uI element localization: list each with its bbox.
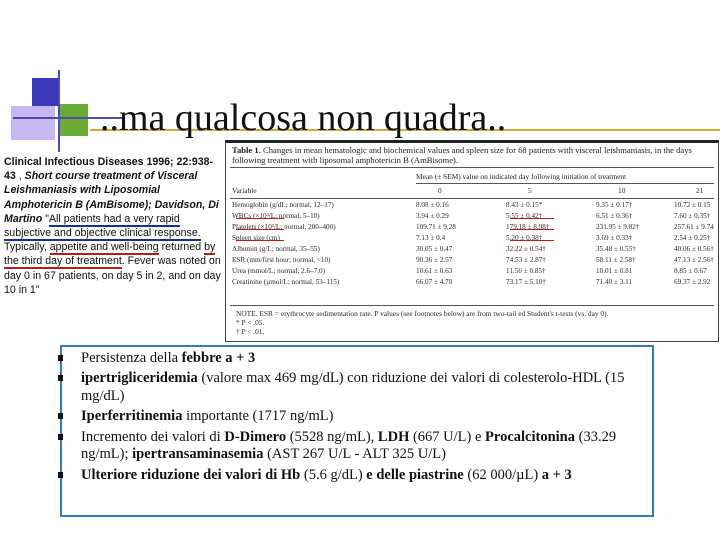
table-cell-value: 179.18 ± 8.98† [506,223,550,231]
table-cell-value: 10.01 ± 0.81 [596,267,633,275]
table-cell-value: 73.17 ± 5.10† [506,278,546,286]
table-cell-value: 8.43 ± 0.15* [506,201,543,209]
table-cell-value: 47.13 ± 2.56† [674,256,714,264]
table-cell-variable: Hemoglobin (g/dL; normal, 12–17) [232,201,334,209]
finding-text-bold: ipertrigliceridemia [81,369,198,386]
table-cell-value: 66.07 ± 4.70 [416,278,453,286]
scanned-table-image [225,140,719,342]
table-rule [230,198,714,199]
finding-item [62,350,652,368]
citation-quote-underlined: appetite and well-being [49,241,159,254]
accent-square-green [60,104,88,136]
bullet-square-icon [58,375,63,381]
table-cell-variable: Spleen size (cm) [232,234,280,242]
table-footnote: † P < .01. [236,327,265,336]
finding-text: (5528 ng/mL), [286,428,378,445]
finding-text: importante (1717 ng/mL) [182,408,334,425]
table-rule [230,167,714,168]
table-cell-value: 69.37 ± 2.92 [674,278,711,286]
finding-text: (667 U/L) e [409,428,486,445]
table-cell-variable: Albumin (g/L; normal, 35–55) [232,245,320,253]
table-cell-value: 71.40 ± 3.11 [596,278,633,286]
table-cell-value: 7.60 ± 0.35† [674,212,711,220]
table-cell-variable: WBCs (×10³/L; normal, 5–10) [232,212,320,220]
finding-text: Incremento dei valori di [81,428,225,445]
findings-list [62,350,652,485]
slide-title: ..ma qualcosa non quadra.. [100,97,507,139]
red-underline-mark [510,229,554,230]
finding-text-bold: LDH [377,428,410,445]
finding-text: (33.29 ng/mL); [81,428,617,463]
bullet-square-icon [58,355,63,361]
citation-block [4,155,222,297]
table-cell-value: 11.56 ± 0.85† [506,267,546,275]
table-cell-value: 32.22 ± 0.54† [506,245,546,253]
finding-text-bold: D-Dimero [224,428,287,445]
table-cell-value: 74.53 ± 2.87† [506,256,546,264]
citation-quote-text: Typically, [4,241,50,254]
clinical-findings-box [60,345,654,517]
table-cell-value: 231.95 ± 9.82† [596,223,640,231]
table-cell-value: 9.35 ± 0.17† [596,201,633,209]
table-caption-label: Table 1. [232,145,261,155]
bullet-square-icon [58,434,63,440]
table-cell-value: 5.55 ± 0.42† [506,212,543,220]
table-cell-value: 109.71 ± 9.28 [416,223,456,231]
table-cell-variable: Creatinine (µmol/L; normal, 53–115) [232,278,340,286]
finding-text: (62 000/µL) [463,466,542,483]
table-cell-value: 3.69 ± 0.33† [596,234,633,242]
red-underline-mark [236,229,284,230]
table-day-header: 5 [528,186,532,195]
finding-text-bold: Iperferritinemia [81,408,183,425]
table-cell-value: 10.72 ± 0.15 [674,201,711,209]
table-day-header: 10 [618,186,626,195]
red-underline-mark [236,218,284,219]
finding-text-bold: febbre a + 3 [181,349,256,366]
table-cell-value: 8.08 ± 0.16 [416,201,449,209]
table-cell-value: 90.36 ± 2.57 [416,256,453,264]
citation-quote-text: . Fever was noted on day 0 in 67 patients, on day 5 in 2, and on day 10 in 1" [4,255,221,296]
table-footnote: * P < .05. [236,318,265,327]
finding-item [62,408,652,426]
citation-article: Short course treatment of Visceral Leishmaniasis with Liposomial Amphotericin B (AmBisome); Davidson, Di Martino [4,170,219,225]
table-cell-variable: ESR (mm/first hour; normal, <10) [232,256,331,264]
red-underline-mark [510,218,554,219]
finding-item [62,370,652,406]
finding-text: (valore max 469 mg/dL) con riduzione dei valori di colesterolo-HDL (15 mg/dL) [81,369,625,404]
table-cell-value: 2.54 ± 0.25† [674,234,711,242]
red-underline-mark [510,240,554,241]
table-cell-value: 35.48 ± 0.55† [596,245,636,253]
table-cell-value: 40.06 ± 0.56† [674,245,714,253]
citation-quote-underlined: All patients had a very rapid subjective and objective clinical response. [4,212,201,240]
table-cell-variable: Urea (mmol/L; normal, 2.6–7.0) [232,267,326,275]
table-cell-value: 58.11 ± 2.58† [596,256,636,264]
table-caption [232,145,712,165]
citation-quote-open: " [42,212,49,225]
table-cell-value: 3.94 ± 0.29 [416,212,449,220]
finding-text-bold: e delle piastrine [366,466,464,483]
finding-text-bold: Procalcitonina [485,428,575,445]
finding-text-bold: a + 3 [541,466,572,483]
finding-text: (AST 267 U/L - ALT 325 U/L) [263,446,446,463]
bullet-square-icon [58,413,63,419]
citation-quote-underlined: by the third day of treatment [4,241,216,268]
finding-text-bold: Ulteriore riduzione dei valori di Hb [81,466,301,483]
red-underline-mark [236,240,284,241]
finding-item [62,467,652,485]
table-cell-value: 257.61 ± 9.74 [674,223,714,231]
accent-line-vertical [58,70,60,152]
table-cell-value: 6.51 ± 0.36† [596,212,633,220]
table-cell-variable: Platelets (×10³/L; normal, 200–400) [232,223,336,231]
accent-square-violet [11,106,55,140]
table-cell-value: 10.61 ± 0.63 [416,267,453,275]
table-header-variable: Variable [232,186,257,195]
citation-journal: Clinical Infectious Diseases 1996; 22:938-43 [4,156,214,183]
bullet-square-icon [58,472,63,478]
citation-separator: , [15,170,25,183]
table-rule [230,305,714,306]
citation-quote-text: returned [158,241,205,254]
table-day-header: 0 [438,186,442,195]
table-rule [416,183,714,184]
table-footnotes [236,309,608,336]
table-cell-value: 8.85 ± 0.67 [674,267,707,275]
table-cell-value: 30.05 ± 0.47 [416,245,453,253]
finding-text-bold: ipertransaminasemia [132,446,264,463]
finding-text: (5.6 g/dL) [300,466,367,483]
table-day-header: 21 [696,186,704,195]
accent-square-blue [32,78,60,106]
table-cell-value: 5.20 ± 0.38† [506,234,543,242]
table-header-mean: Mean (± SEM) value on indicated day following initiation of treatment [416,172,627,181]
finding-text: Persistenza della [81,349,182,366]
finding-item [62,429,652,465]
table-caption-text: Changes in mean hematologic and biochemical values and spleen size for 68 patients with visceral leishmaniasis, in the days following treatment with liposomal amphotericin B (AmBisome). [232,145,692,165]
table-footnote: NOTE. ESR = erythrocyte sedimentation rate. P values (see footnotes below) are from two-tail ed Student's t-tests (vs. day 0). [236,309,609,318]
table-cell-value: 7.13 ± 0.4 [416,234,446,242]
